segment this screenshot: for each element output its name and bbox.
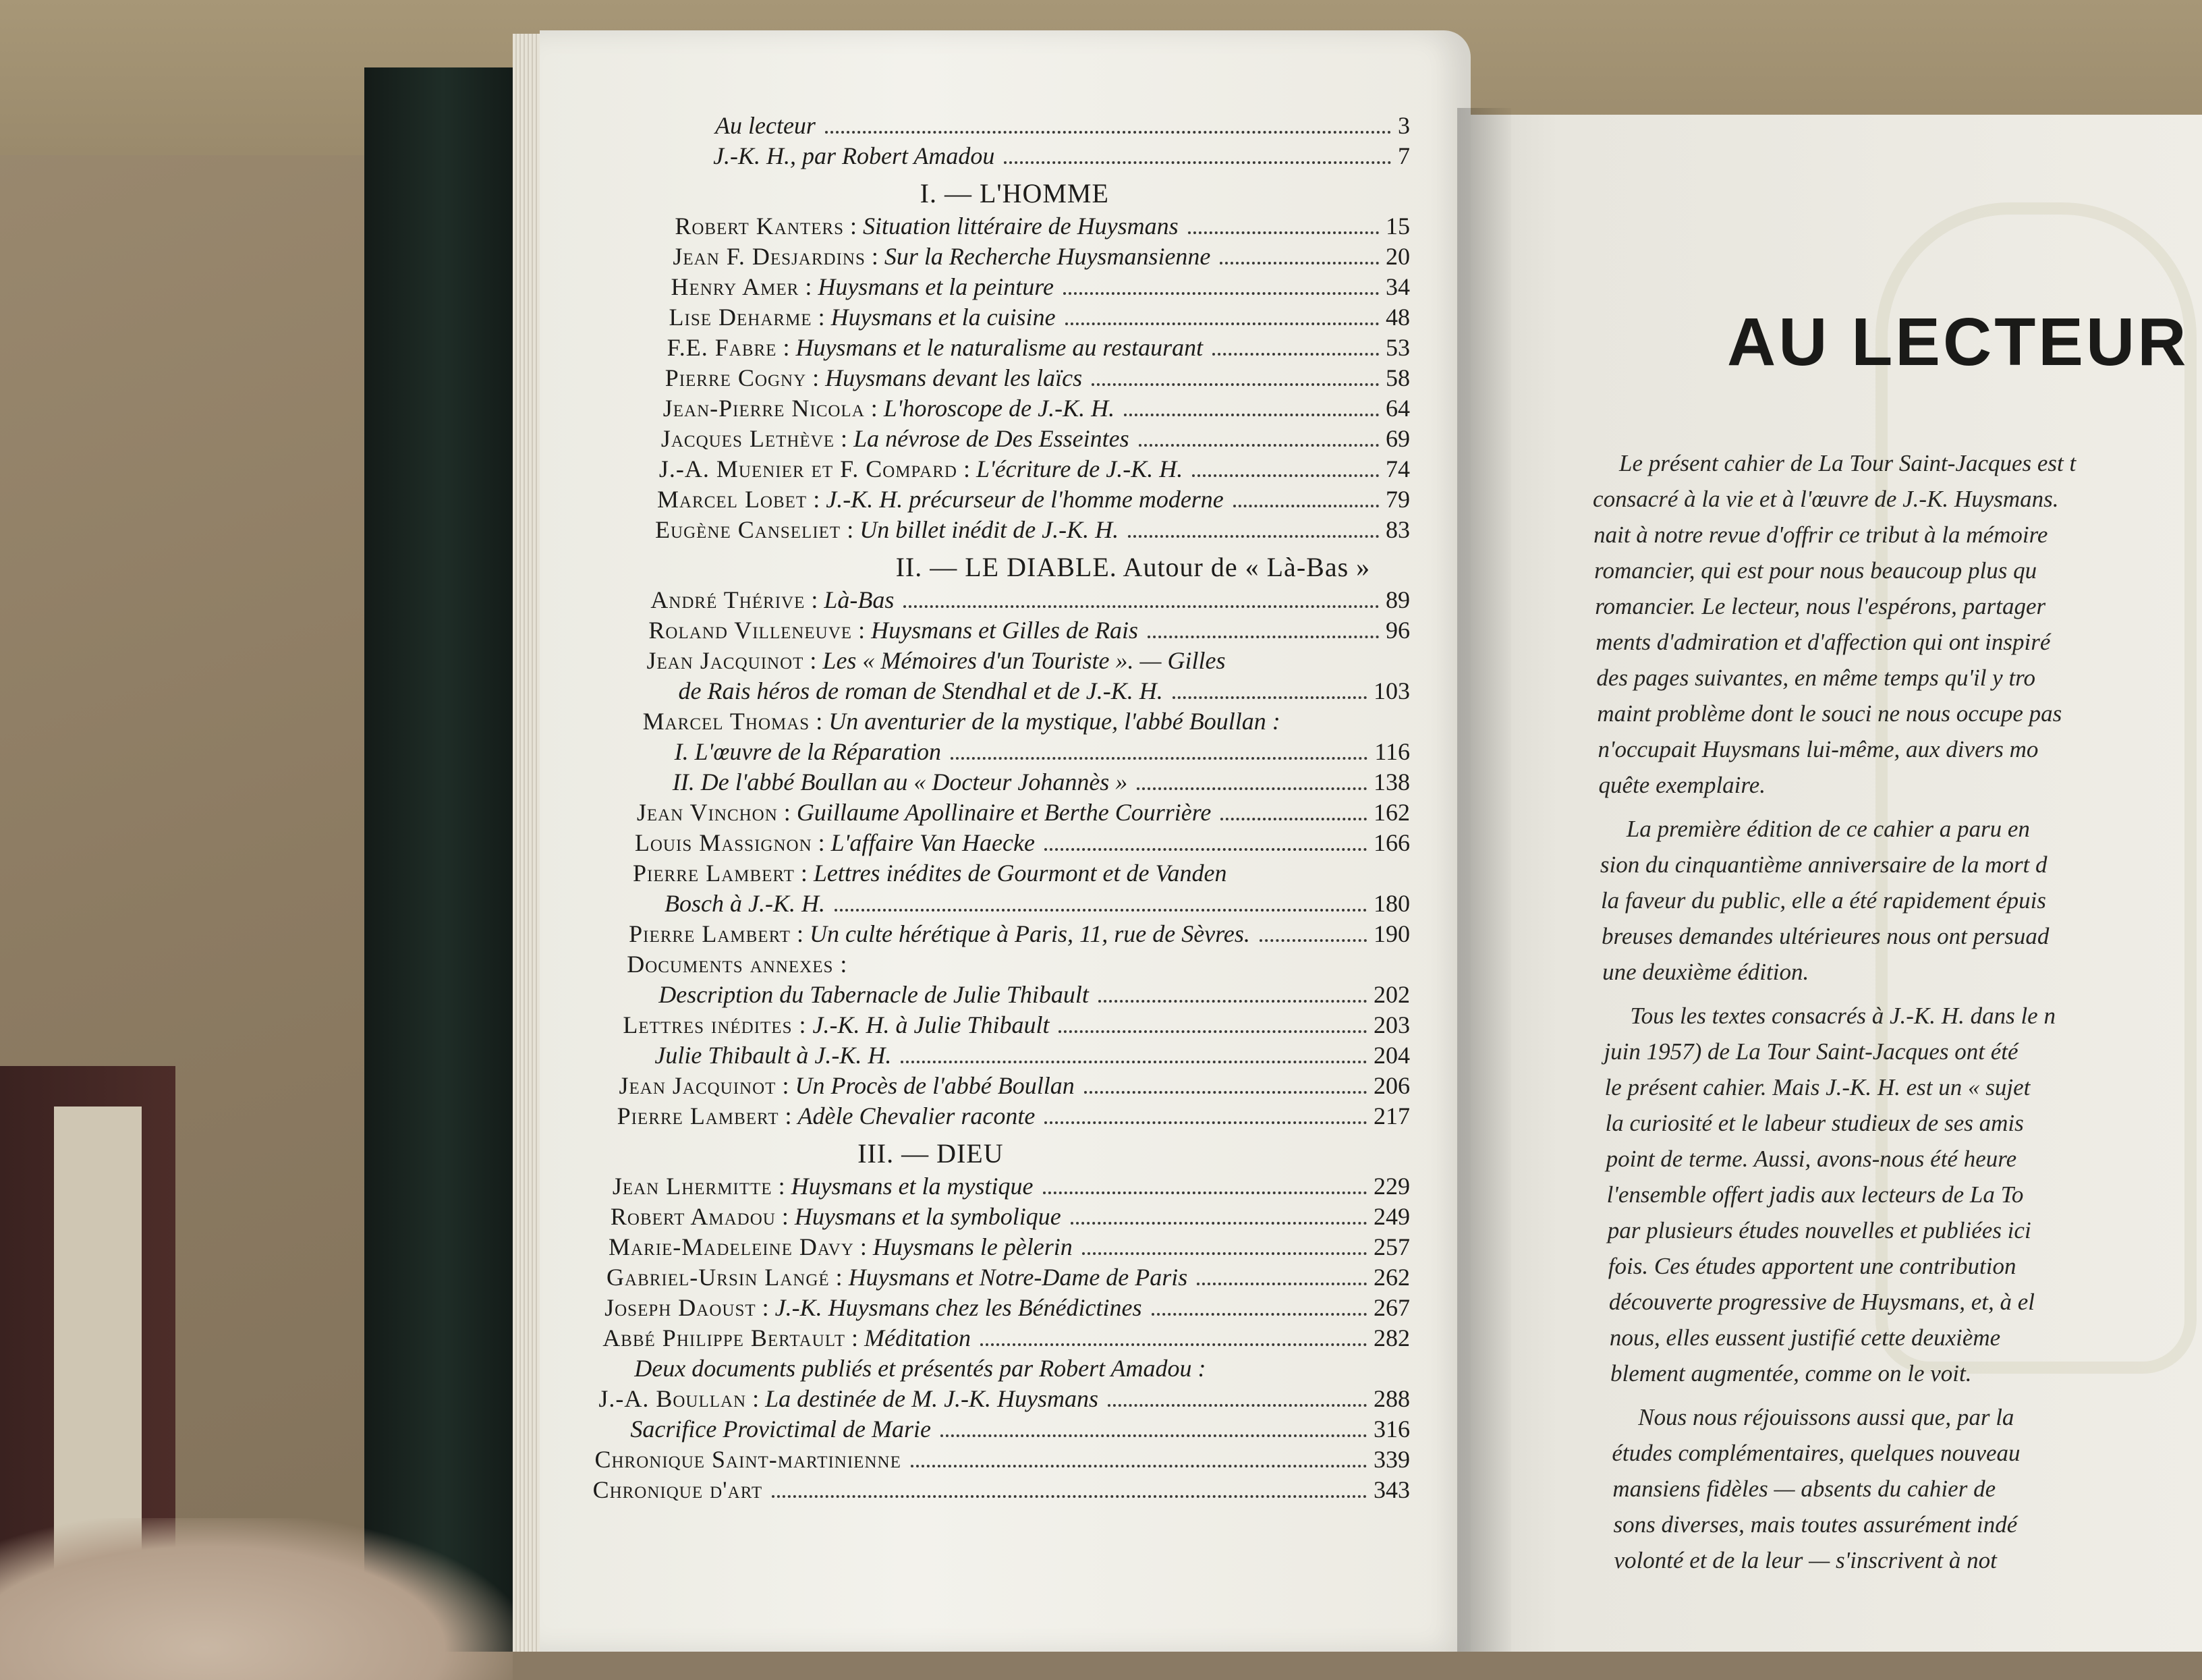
entry-author: J.-A. Boullan: [598, 1385, 747, 1412]
paragraph-line: blement augmentée, comme on le voit.: [1610, 1360, 1972, 1387]
entry-page-number: 83: [1385, 516, 1410, 543]
toc-entry: [661, 424, 1410, 453]
section-heading: I. — L'HOMME: [920, 178, 1109, 208]
paragraph-line: volonté et de la leur — s'inscrivent à not: [1614, 1547, 1997, 1573]
dot-leader: [903, 605, 1379, 608]
dot-leader: [1212, 353, 1379, 356]
entry-text: [596, 1415, 931, 1443]
entry-author: Henry Amer: [671, 273, 799, 300]
entry-author: Chronique Saint-martinienne: [594, 1446, 901, 1473]
entry-page-number: 343: [1373, 1476, 1410, 1503]
entry-author: Roland Villeneuve: [648, 617, 853, 644]
entry-page-number: 204: [1373, 1042, 1410, 1069]
dot-leader: [1233, 505, 1379, 507]
paragraph-line: la faveur du public, elle a été rapidement épuis: [1600, 887, 2046, 914]
section-heading: II. — LE DIABLE. Autour de « Là-Bas »: [895, 552, 1371, 582]
entry-title: Un culte hérétique à Paris, 11, rue de Sèvres.: [810, 920, 1250, 947]
dot-leader: [1058, 1030, 1367, 1033]
paragraph-line: Le présent cahier de La Tour Saint-Jacques est t: [1619, 450, 2077, 476]
entry-title: Huysmans et la cuisine: [830, 304, 1056, 331]
entry-title: Huysmans et Gilles de Rais: [871, 617, 1139, 644]
entry-title: Description du Tabernacle de Julie Thibault: [658, 981, 1089, 1008]
dot-leader: [1148, 636, 1379, 638]
paragraph-line: ments d'admiration et d'affection qui ont inspiré: [1596, 629, 2051, 655]
section-heading: III. — DIEU: [857, 1138, 1004, 1169]
dot-leader: [1188, 231, 1379, 234]
dot-leader: [772, 1495, 1367, 1498]
entry-text: Pierre Lambert : Lettres inédites de Gourmont et de Vanden: [632, 860, 1227, 887]
toc-entry: [669, 303, 1410, 332]
right-page-title: AU LECTEUR: [1727, 304, 2189, 380]
entry-text: Marcel Thomas : Un aventurier de la mystique, l'abbé Boullan :: [642, 708, 1280, 735]
entry-author: Jean Vinchon: [636, 799, 778, 826]
entry-text: J.-A. Boullan : La destinée de M. J.-K. Huysmans: [598, 1385, 1099, 1412]
entry-title: Deux documents publiés et présentés par Robert Amadou :: [634, 1355, 1206, 1382]
entry-page-number: 206: [1373, 1072, 1410, 1099]
toc-entry: [650, 586, 1410, 615]
entry-title: J.-K. Huysmans chez les Bénédictines: [774, 1294, 1142, 1321]
dot-leader: [1063, 292, 1379, 295]
entry-text: Eugène Canseliet : Un billet inédit de J.-K. H.: [655, 516, 1119, 543]
paragraph-line: l'ensemble offert jadis aux lecteurs de La To: [1606, 1181, 2024, 1208]
entry-page-number: 48: [1385, 304, 1410, 331]
entry-title: Adèle Chevalier raconte: [797, 1102, 1036, 1129]
entry-page-number: 229: [1373, 1173, 1410, 1200]
toc-entry: [625, 980, 1410, 1009]
entry-page-number: 116: [1374, 738, 1410, 765]
toc-entry: [648, 616, 1410, 645]
paragraph-line: sons diverses, mais toutes assurément indé: [1613, 1511, 2018, 1538]
entry-title: Lettres inédites de Gourmont et de Vanden: [813, 860, 1227, 887]
entry-author: Jean Jacquinot: [619, 1072, 777, 1099]
entry-author: Eugène Canseliet: [655, 516, 841, 543]
entry-page-number: 166: [1373, 829, 1410, 856]
entry-page-number: 162: [1373, 799, 1410, 826]
entry-title: Un Procès de l'abbé Boullan: [795, 1072, 1075, 1099]
toc-entry: [657, 485, 1410, 514]
entry-page-number: 58: [1385, 364, 1410, 391]
entry-title: Huysmans et la symbolique: [794, 1203, 1061, 1230]
toc-entry: [645, 677, 1410, 706]
entry-page-number: 257: [1373, 1233, 1410, 1260]
toc-entry: [611, 1202, 1410, 1231]
entry-page-number: 203: [1373, 1011, 1410, 1038]
toc-entry: [609, 1233, 1410, 1262]
entry-page-number: 7: [1397, 142, 1410, 169]
dot-leader: [1043, 1192, 1367, 1194]
toc-entry: [621, 1041, 1410, 1070]
paragraph-line: nait à notre revue d'offrir ce tribut à la mémoire: [1593, 522, 2048, 548]
entry-text: [625, 980, 1089, 1009]
entry-title: J.-K. H., par Robert Amadou: [713, 142, 995, 169]
toc-entry: [639, 768, 1410, 797]
paragraph-line: le présent cahier. Mais J.-K. H. est un « sujet: [1604, 1074, 2031, 1100]
toc-entry: [604, 1293, 1410, 1322]
entry-text: Abbé Philippe Bertault : Méditation: [602, 1324, 971, 1351]
entry-page-number: 20: [1385, 243, 1410, 270]
entry-text: [639, 768, 1128, 796]
entry-author: Jean Jacquinot: [646, 647, 804, 674]
toc-entry: [606, 1263, 1410, 1292]
toc-entry: [655, 515, 1410, 544]
entry-text: Pierre Cogny : Huysmans devant les laïcs: [665, 364, 1083, 391]
toc-entry: [619, 1071, 1410, 1100]
paragraph-line: maint problème dont le souci ne nous occupe pas: [1597, 700, 2062, 727]
entry-title: L'écriture de J.-K. H.: [976, 455, 1183, 482]
entry-author: Jean F. Desjardins: [673, 243, 866, 270]
entry-text: [600, 1354, 1206, 1382]
paragraph-line: par plusieurs études nouvelles et publiées ici: [1607, 1217, 2031, 1243]
entry-text: [645, 677, 1163, 705]
entry-title: II. De l'abbé Boullan au « Docteur Johannès »: [672, 768, 1128, 795]
toc-entry: [596, 1415, 1410, 1444]
toc-entry: [641, 737, 1410, 766]
entry-title: J.-K. H. à Julie Thibault: [812, 1011, 1050, 1038]
entry-author: Marcel Thomas: [642, 708, 810, 735]
entry-title: Huysmans et la peinture: [818, 273, 1054, 300]
entry-title: Guillaume Apollinaire et Berthe Courrière: [796, 799, 1212, 826]
entry-author: Pierre Lambert: [632, 860, 795, 887]
entry-text: [641, 737, 941, 766]
entry-title: Situation littéraire de Huysmans: [863, 213, 1179, 240]
entry-page-number: 34: [1385, 273, 1410, 300]
entry-author: Robert Amadou: [610, 1203, 776, 1230]
entry-title: Là-Bas: [824, 586, 895, 613]
paragraph-line: nous, elles eussent justifié cette deuxième: [1609, 1324, 2001, 1351]
dot-leader: [1220, 262, 1379, 264]
dot-leader: [940, 1434, 1367, 1437]
entry-page-number: 202: [1373, 981, 1410, 1008]
entry-text: Louis Massignon : L'affaire Van Haecke: [634, 829, 1035, 856]
entry-page-number: 282: [1373, 1324, 1410, 1351]
dot-leader: [1098, 1000, 1367, 1003]
entry-page-number: 180: [1373, 890, 1410, 917]
entry-text: Jean Jacquinot : Les « Mémoires d'un Touriste ». — Gilles: [646, 647, 1226, 674]
entry-page-number: 339: [1373, 1446, 1410, 1473]
dot-leader: [835, 909, 1367, 912]
entry-title: Julie Thibault à J.-K. H.: [654, 1042, 892, 1069]
dot-leader: [1124, 414, 1379, 416]
toc-entry: [643, 707, 1410, 735]
entry-author: Robert Kanters: [675, 213, 844, 240]
paragraph-line: La première édition de ce cahier a paru en: [1626, 816, 2030, 842]
entry-page-number: 103: [1373, 677, 1410, 704]
entry-title: Méditation: [864, 1324, 971, 1351]
dot-leader: [951, 757, 1367, 760]
entry-text: Gabriel-Ursin Langé : Huysmans et Notre-Dame de Paris: [606, 1264, 1188, 1291]
entry-text: J.-A. Muenier et F. Compard : L'écriture de J.-K. H.: [658, 455, 1183, 482]
entry-author: Lettres inédites :: [623, 1011, 807, 1038]
toc-entry: [600, 1354, 1410, 1382]
entry-author: J.-A. Muenier et F. Compard: [658, 455, 957, 482]
entry-title: Huysmans et le naturalisme au restaurant: [795, 334, 1204, 361]
entry-text: Jean-Pierre Nicola : L'horoscope de J.-K. H.: [662, 395, 1115, 422]
entry-text: Jacques Lethève : La névrose de Des Esseintes: [660, 425, 1129, 452]
entry-author: Jacques Lethève: [660, 425, 835, 452]
paragraph-line: point de terme. Aussi, avons-nous été heure: [1606, 1146, 2017, 1172]
entry-text: [594, 1445, 901, 1474]
paragraph-line: consacré à la vie et à l'œuvre de J.-K. Huysmans.: [1593, 486, 2059, 512]
entry-title: Huysmans devant les laïcs: [825, 364, 1083, 391]
entry-author: Gabriel-Ursin Langé: [606, 1264, 830, 1291]
entry-title: J.-K. H. précurseur de l'homme moderne: [826, 486, 1224, 513]
entry-author: Documents annexes :: [627, 951, 848, 978]
dot-leader: [1092, 383, 1379, 386]
dot-leader: [1260, 939, 1367, 942]
entry-text: Jean F. Desjardins : Sur la Recherche Huysmansienne: [673, 243, 1211, 270]
entry-title: Huysmans et Notre-Dame de Paris: [848, 1264, 1188, 1291]
entry-text: André Thérive : Là-Bas: [650, 586, 895, 613]
toc-entry: [617, 1102, 1410, 1131]
entry-text: [621, 1041, 891, 1069]
toc-entry: [667, 333, 1410, 362]
entry-title: Un billet inédit de J.-K. H.: [859, 516, 1119, 543]
dot-leader: [1044, 848, 1367, 851]
paragraph-line: une deuxième édition.: [1602, 959, 1809, 985]
dot-leader: [1044, 1121, 1367, 1124]
toc-entry: [665, 364, 1410, 393]
entry-title: Un aventurier de la mystique, l'abbé Boullan :: [828, 708, 1280, 735]
toc-entry: [646, 646, 1410, 675]
entry-author: Jean Lhermitte: [612, 1173, 772, 1200]
dot-leader: [1192, 474, 1379, 477]
entry-page-number: 249: [1373, 1203, 1410, 1230]
dot-leader: [1197, 1283, 1367, 1285]
front-entry: [681, 111, 1410, 140]
entry-page-number: 89: [1385, 586, 1410, 613]
toc-entry: [637, 798, 1410, 827]
dot-leader: [1173, 696, 1367, 699]
entry-text: [679, 142, 994, 170]
entry-title: Bosch à J.-K. H.: [665, 890, 826, 917]
entry-author: Jean-Pierre Nicola: [662, 395, 865, 422]
entry-page-number: 267: [1373, 1294, 1410, 1321]
toc-entry: [675, 212, 1410, 241]
toc-entry: [663, 394, 1410, 423]
dot-leader: [1137, 787, 1367, 790]
paragraph-line: la curiosité et le labeur studieux de ses amis: [1605, 1110, 2024, 1136]
entry-text: [627, 950, 847, 978]
entry-page-number: 316: [1373, 1416, 1410, 1443]
entry-page-number: 138: [1373, 768, 1410, 795]
entry-text: Pierre Lambert : Adèle Chevalier raconte: [617, 1102, 1036, 1129]
dot-leader: [901, 1061, 1367, 1063]
paragraph-line: Tous les textes consacrés à J.-K. H. dans le n: [1630, 1003, 2056, 1029]
entry-title: La destinée de M. J.-K. Huysmans: [765, 1385, 1099, 1412]
entry-page-number: 79: [1385, 486, 1410, 513]
dot-leader: [1108, 1404, 1367, 1407]
toc-entry: [659, 455, 1410, 484]
toc-entry: [598, 1384, 1410, 1413]
entry-title: I. L'œuvre de la Réparation: [674, 738, 941, 765]
entry-text: Marcel Lobet : J.-K. H. précurseur de l'homme moderne: [656, 486, 1224, 513]
entry-title: Huysmans le pèlerin: [872, 1233, 1073, 1260]
dot-leader: [1139, 444, 1379, 447]
dot-leader: [1220, 818, 1367, 820]
entry-title: Les « Mémoires d'un Touriste ». — Gilles: [822, 647, 1226, 674]
entry-page-number: 288: [1373, 1385, 1410, 1412]
entry-page-number: 69: [1385, 425, 1410, 452]
entry-author: Joseph Daoust: [604, 1294, 756, 1321]
toc-entry: [593, 1476, 1410, 1505]
entry-page-number: 3: [1398, 112, 1410, 139]
hand-finger: [0, 1518, 513, 1680]
entry-author: Lise Deharme: [669, 304, 812, 331]
paragraph-line: découverte progressive de Huysmans, et, à el: [1608, 1289, 2035, 1315]
dot-leader: [1084, 1091, 1367, 1094]
toc-entry: [631, 889, 1410, 918]
dot-leader: [1082, 1252, 1367, 1255]
entry-text: F.E. Fabre : Huysmans et le naturalisme au restaurant: [667, 334, 1204, 361]
toc-entry: [627, 950, 1410, 978]
toc-entry: [613, 1172, 1410, 1201]
dot-leader: [825, 131, 1391, 134]
dot-leader: [980, 1343, 1367, 1346]
paragraph-line: études complémentaires, quelques nouveau: [1612, 1440, 2021, 1466]
paragraph-line: romancier. Le lecteur, nous l'espérons, partager: [1595, 593, 2046, 619]
entry-page-number: 190: [1373, 920, 1410, 947]
entry-text: Jean Lhermitte : Huysmans et la mystique: [612, 1173, 1034, 1200]
dot-leader: [1004, 161, 1391, 164]
entry-author: Pierre Lambert: [629, 920, 791, 947]
entry-author: Pierre Cogny: [665, 364, 807, 391]
toc-entry: [673, 242, 1410, 271]
entry-title: La névrose de Des Esseintes: [853, 425, 1129, 452]
entry-text: Robert Kanters : Situation littéraire de Huysmans: [675, 213, 1179, 240]
entry-title: L'affaire Van Haecke: [830, 829, 1035, 856]
entry-page-number: 64: [1385, 395, 1410, 422]
entry-author: Pierre Lambert: [617, 1102, 779, 1129]
entry-text: Joseph Daoust : J.-K. Huysmans chez les Bénédictines: [604, 1294, 1142, 1321]
entry-author: Marie-Madeleine Davy: [608, 1233, 854, 1260]
dot-leader: [911, 1465, 1367, 1467]
toc-entry: [623, 1011, 1410, 1040]
entry-title: de Rais héros de roman de Stendhal et de J.-K. H.: [678, 677, 1163, 704]
entry-text: Jean Vinchon : Guillaume Apollinaire et Berthe Courrière: [636, 799, 1212, 826]
entry-title: Sacrifice Provictimal de Marie: [630, 1416, 931, 1443]
entry-text: Henry Amer : Huysmans et la peinture: [671, 273, 1054, 300]
entry-title: Au lecteur: [715, 112, 816, 139]
paragraph-line: mansiens fidèles — absents du cahier de: [1612, 1476, 1996, 1502]
entry-text: [681, 111, 816, 140]
paragraph-line: breuses demandes ultérieures nous ont persuad: [1602, 923, 2050, 949]
entry-page-number: 96: [1385, 617, 1410, 644]
entry-author: Marcel Lobet: [656, 486, 808, 513]
entry-author: André Thérive: [650, 586, 806, 613]
entry-text: Jean Jacquinot : Un Procès de l'abbé Boullan: [619, 1072, 1075, 1099]
paragraph-line: sion du cinquantième anniversaire de la mort d: [1600, 851, 2048, 878]
entry-title: Sur la Recherche Huysmansienne: [884, 243, 1211, 270]
paragraph-line: n'occupait Huysmans lui-même, aux divers mo: [1598, 736, 2039, 762]
entry-page-number: 217: [1373, 1102, 1410, 1129]
toc-entry: [633, 859, 1410, 887]
entry-text: [631, 889, 825, 918]
toc-entry: [594, 1445, 1410, 1474]
paragraph-line: des pages suivantes, en même temps qu'il y tro: [1596, 665, 2036, 691]
entry-page-number: 74: [1385, 455, 1410, 482]
entry-text: Roland Villeneuve : Huysmans et Gilles de Rais: [648, 617, 1139, 644]
entry-text: [593, 1476, 763, 1504]
dot-leader: [1071, 1222, 1367, 1225]
entry-text: Pierre Lambert : Un culte hérétique à Paris, 11, rue de Sèvres.: [629, 920, 1250, 947]
entry-text: [623, 1011, 1049, 1039]
paragraph-line: quête exemplaire.: [1598, 772, 1766, 798]
toc-entry: [635, 829, 1410, 858]
entry-page-number: 15: [1385, 213, 1410, 240]
entry-author: F.E. Fabre: [667, 334, 777, 361]
entry-author: Louis Massignon: [634, 829, 812, 856]
toc-entry: [602, 1324, 1410, 1353]
entry-text: Lise Deharme : Huysmans et la cuisine: [669, 304, 1056, 331]
entry-author: Chronique d'art: [592, 1476, 763, 1503]
entry-text: Marie-Madeleine Davy : Huysmans le pèlerin: [608, 1233, 1073, 1260]
entry-page-number: 53: [1385, 334, 1410, 361]
toc-entry: [629, 920, 1410, 949]
entry-page-number: 262: [1373, 1264, 1410, 1291]
paragraph-line: fois. Ces études apportent une contribution: [1608, 1253, 2016, 1279]
dot-leader: [1128, 535, 1379, 538]
paragraph-line: romancier, qui est pour nous beaucoup plus qu: [1594, 557, 2037, 584]
paragraph-line: Nous nous réjouissons aussi que, par la: [1638, 1404, 2014, 1430]
entry-author: Abbé Philippe Bertault: [602, 1324, 845, 1351]
entry-title: Huysmans et la mystique: [791, 1173, 1034, 1200]
entry-title: L'horoscope de J.-K. H.: [883, 395, 1115, 422]
paragraph-line: juin 1957) de La Tour Saint-Jacques ont été: [1604, 1038, 2019, 1065]
entry-text: Robert Amadou : Huysmans et la symbolique: [610, 1203, 1061, 1230]
dot-leader: [1065, 323, 1379, 325]
dot-leader: [1152, 1313, 1367, 1316]
toc-entry: [671, 273, 1410, 302]
front-entry: [679, 142, 1410, 171]
